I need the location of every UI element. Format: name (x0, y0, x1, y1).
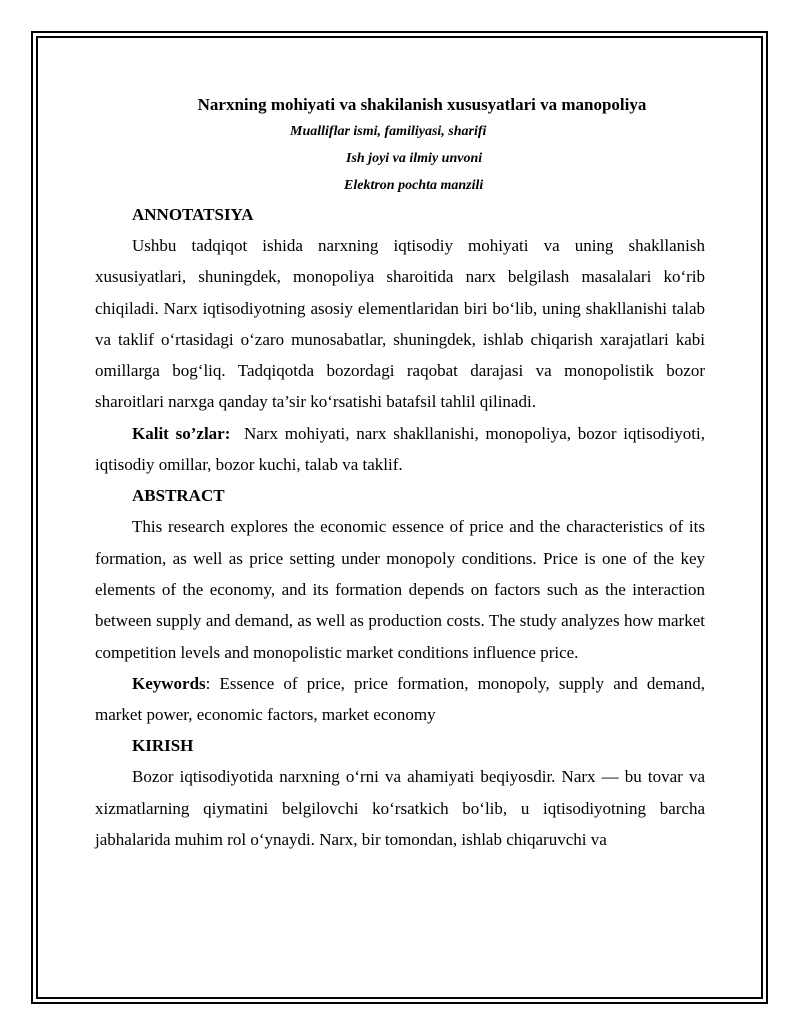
document-body (95, 92, 710, 855)
email-line: Elektron pochta manzili (344, 178, 484, 193)
intro-paragraph: Bozor iqtisodiyotida narxning o‘rni va ahamiyati beqiyosdir. Narx — bu tovar va xizmatlarning qiymatini belgilovchi ko‘rsatkich bo‘lib, u iqtisodiyotning barcha jabhalarida muhim rol o‘ynaydi. Narx, bir tomondan, ishlab chiqaruvchi va (95, 767, 705, 850)
keywords-en-text: : Essence of price, price formation, monopoly, supply and demand, market power, economic factors, market economy (95, 673, 705, 725)
annotation-paragraph: Ushbu tadqiqot ishida narxning iqtisodiy mohiyati va uning shakllanish xususiyatlari, shuningdek, monopoliya sharoitida narx belgilash masalalari ko‘rib chiqiladi. Narx iqtisodiyotning asosiy elementlaridan biri bo‘lib, uning shakllanishi talab va taklif o‘rtasidagi o‘zaro munosabatlar, shuningdek, ishlab chiqarish xarajatlari kabi omillarga bog‘liq. Tadqiqotda bozordagi raqobat darajasi va monopolistik bozor sharoitlari narxga qanday ta’sir ko‘rsatishi batafsil tahlil qilinadi. (95, 236, 705, 412)
keywords-uz-paragraph (95, 418, 710, 481)
keywords-uz-text: Narx mohiyati, narx shakllanishi, monopoliya, bozor iqtisodiyoti, iqtisodiy omillar, bozor kuchi, talab va taklif. (95, 423, 710, 475)
annotation-heading: ANNOTATSIYA (132, 205, 254, 224)
keywords-en-label: Keywords (132, 673, 206, 693)
keywords-en-paragraph (95, 668, 705, 731)
workplace-line: Ish joyi va ilmiy unvoni (346, 151, 483, 166)
intro-heading: KIRISH (132, 736, 194, 756)
keywords-uz-label: Kalit so’zlar: (132, 423, 231, 443)
abstract-heading: ABSTRACT (132, 486, 225, 506)
document-title: Narxning mohiyati va shakilanish xususyatlari va manopoliya (197, 95, 647, 114)
abstract-paragraph: This research explores the economic essence of price and the characteristics of its formation, as well as price setting under monopoly conditions. Price is one of the key elements of the economy, and its formation depends on factors such as the interaction between supply and demand, as well as production costs. The study analyzes how market competition levels and monopolistic market conditions influence price. (95, 517, 705, 662)
authors-line: Mualliflar ismi, familiyasi, sharifi (290, 124, 487, 139)
